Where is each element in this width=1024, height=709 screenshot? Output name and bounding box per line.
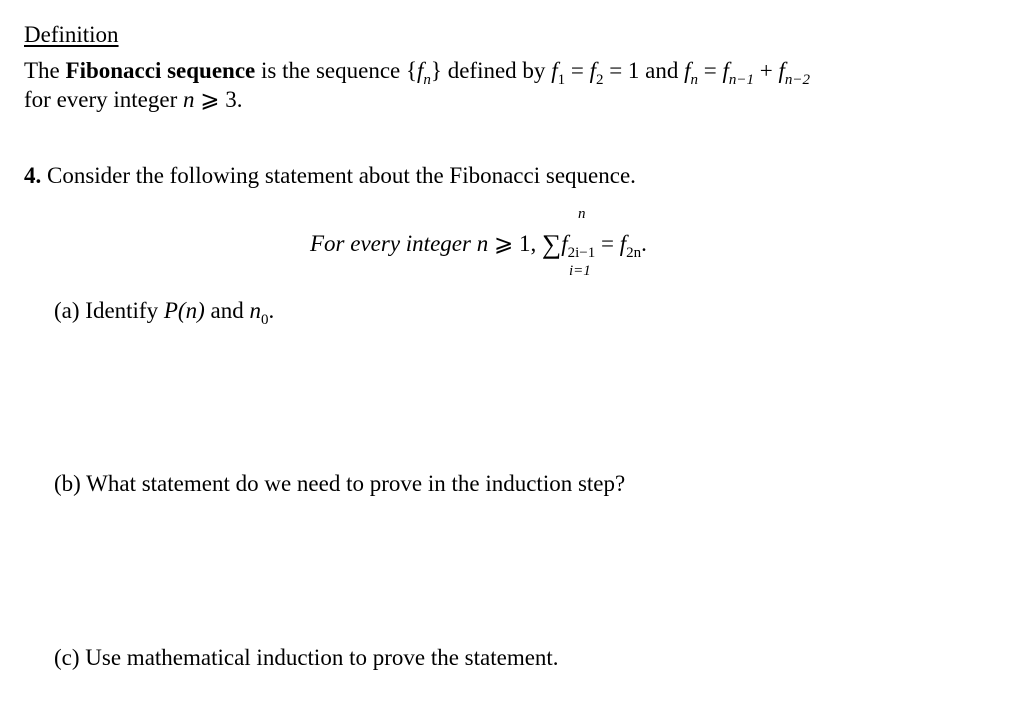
math-sub: 1 — [557, 72, 566, 88]
part-text: Identify — [79, 298, 164, 323]
statement-line — [310, 228, 647, 261]
question-text: Consider the following statement about the Fibonacci sequence. — [41, 163, 636, 188]
math-var: f — [589, 58, 596, 83]
math-sub: 2i−1 — [567, 245, 596, 261]
part-label: (a) — [54, 298, 80, 323]
part-label: (b) — [54, 471, 81, 496]
math-sub: n−1 — [728, 72, 755, 88]
math-sub: 0 — [260, 312, 269, 328]
statement-prefix: For every integer — [310, 231, 477, 256]
sum-upper-limit: n — [578, 206, 586, 222]
question-4 — [24, 162, 636, 190]
def-text: } defined by — [430, 58, 552, 83]
math-var: f — [619, 231, 627, 256]
math-op: + — [754, 58, 779, 83]
definition-line-2 — [24, 86, 243, 114]
fibonacci-term: Fibonacci sequence — [65, 58, 256, 83]
math-var: f — [778, 58, 785, 83]
math-op: ⩾ 1, — [488, 231, 542, 256]
def-text: The — [24, 58, 66, 83]
math-var: f — [722, 58, 729, 83]
math-var: (n) — [177, 298, 205, 323]
math-var: P — [163, 298, 178, 323]
math-var: f — [684, 58, 691, 83]
def-text: for every integer — [24, 87, 184, 112]
sigma-symbol: ∑ — [541, 229, 562, 259]
definition-heading: Definition — [24, 22, 119, 47]
math-op: . — [268, 298, 275, 323]
math-var: f — [561, 231, 568, 256]
definition-line-1 — [24, 57, 810, 88]
part-b — [54, 470, 625, 498]
math-sub: 2 — [595, 72, 604, 88]
def-text: is the sequence { — [255, 58, 418, 83]
math-sub: n−2 — [784, 72, 811, 88]
math-op: = — [565, 58, 590, 83]
math-var: n — [476, 231, 489, 256]
part-c — [54, 644, 559, 672]
part-label: (c) — [54, 645, 80, 670]
math-var: n — [183, 87, 195, 112]
part-a — [54, 297, 274, 328]
def-text: ⩾ 3. — [194, 87, 243, 112]
question-number: 4. — [24, 163, 42, 188]
math-op: . — [641, 231, 647, 256]
def-text: = 1 and — [603, 58, 685, 83]
math-var: f — [417, 58, 424, 83]
math-sub: n — [423, 72, 431, 88]
math-var: n — [249, 298, 261, 323]
math-op: = — [698, 58, 723, 83]
math-sub: n — [690, 72, 699, 88]
math-var: f — [551, 58, 558, 83]
part-text: and — [204, 298, 250, 323]
math-op: = — [595, 231, 620, 256]
math-sub: 2n — [626, 245, 642, 261]
part-text: What statement do we need to prove in the induction step? — [80, 471, 626, 496]
sum-lower-limit: i=1 — [569, 263, 591, 279]
part-text: Use mathematical induction to prove the statement. — [79, 645, 559, 670]
